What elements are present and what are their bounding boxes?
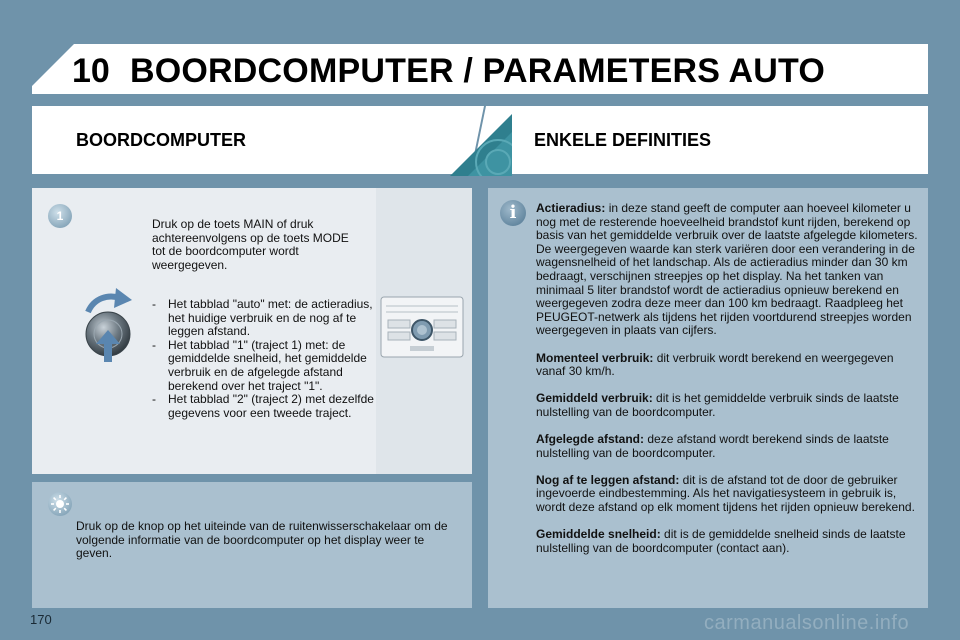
decorative-wheel-icon [440,104,512,176]
tab-list [152,298,376,420]
sun-icon [48,492,72,516]
light-badge [48,492,72,516]
definition-item: Gemiddeld verbruik: dit is het gemiddelde verbruik sinds de laatste nulstelling van de boordcomputer. [536,391,899,419]
section-title-definities: ENKELE DEFINITIES [534,130,712,150]
definition-item: Actieradius: in deze stand geeft de computer aan hoeveel kilometer u nog met de resterende hoeveelheid brandstof kunt rijden, berekend op basis van het gemiddelde verbruik over de laatste afgelegde kilometers. De weergegeven waarde kan sterk variëren door een verandering in de wagensnelheid of het landschap. Als de actieradius minder dan 30 km bedraagt, verschijnen streepjes op het display. Na het tanken van minimaal 5 liter brandstof wordt de actieradius opnieuw berekend en weergegeven zodra deze meer dan 100 km bedraagt. Raadpleeg het PEUGEOT-netwerk als tijdens het rijden voortdurend streepjes worden weergegeven in plaats van cijfers. [536,201,918,338]
watermark: carmanualsonline.info [704,612,910,634]
list-item: - Het tabblad "auto" met: de actieradius, het huidige verbruik en de nog af te leggen afstand. [152,297,373,339]
list-item: - Het tabblad "1" (traject 1) met: de gemiddelde snelheid, het gemiddelde verbruik en de afgelegde afstand berekend over het traject "1". [152,337,367,393]
definition-term: Gemiddelde snelheid: [536,527,661,542]
definition-term: Gemiddeld verbruik: [536,391,653,406]
chapter-number: 10 [72,52,110,90]
knob-note: Druk op de knop op het uiteinde van de ruitenwisserschakelaar om de volgende informatie van de boordcomputer op het display weer te geven. [76,519,448,561]
page-number: 170 [30,612,52,627]
radio-panel-icon [380,296,464,358]
definition-item: Afgelegde afstand: deze afstand wordt berekend sinds de laatste nulstelling van de boordcomputer. [536,432,889,460]
definition-item: Nog af te leggen afstand: dit is de afstand tot de door de gebruiker ingevoerde eindbestemming. Als het navigatiesysteem in gebruik is, wordt deze afstand op elk moment tijdens het rijden opnieuw berekend. [536,472,915,515]
definition-item: Gemiddelde snelheid: dit is de gemiddelde snelheid sinds de laatste nulstelling van de boordcomputer (contact aan). [536,527,906,555]
list-item: - Het tabblad "2" (traject 2) met dezelfde gegevens voor een tweede traject. [152,392,374,420]
step-badge: 1 [48,204,72,228]
section-title-boordcomputer: BOORDCOMPUTER [76,130,246,150]
definition-term: Nog af te leggen afstand: [536,472,680,487]
rotary-knob-icon [76,282,140,372]
definition-term: Afgelegde afstand: [536,432,645,447]
chapter-title: BOORDCOMPUTER / PARAMETERS AUTO [130,52,826,90]
definitions-list [536,202,920,569]
intro-text: Druk op de toets MAIN of druk achtereenvolgens op de toets MODE tot de boordcomputer wordt weergegeven. [152,217,349,272]
info-icon: i [500,200,526,226]
definition-term: Momenteel verbruik: [536,350,654,365]
definition-item: Momenteel verbruik: dit verbruik wordt berekend en weergegeven vanaf 30 km/h. [536,350,894,379]
definition-term: Actieradius: [536,201,606,215]
